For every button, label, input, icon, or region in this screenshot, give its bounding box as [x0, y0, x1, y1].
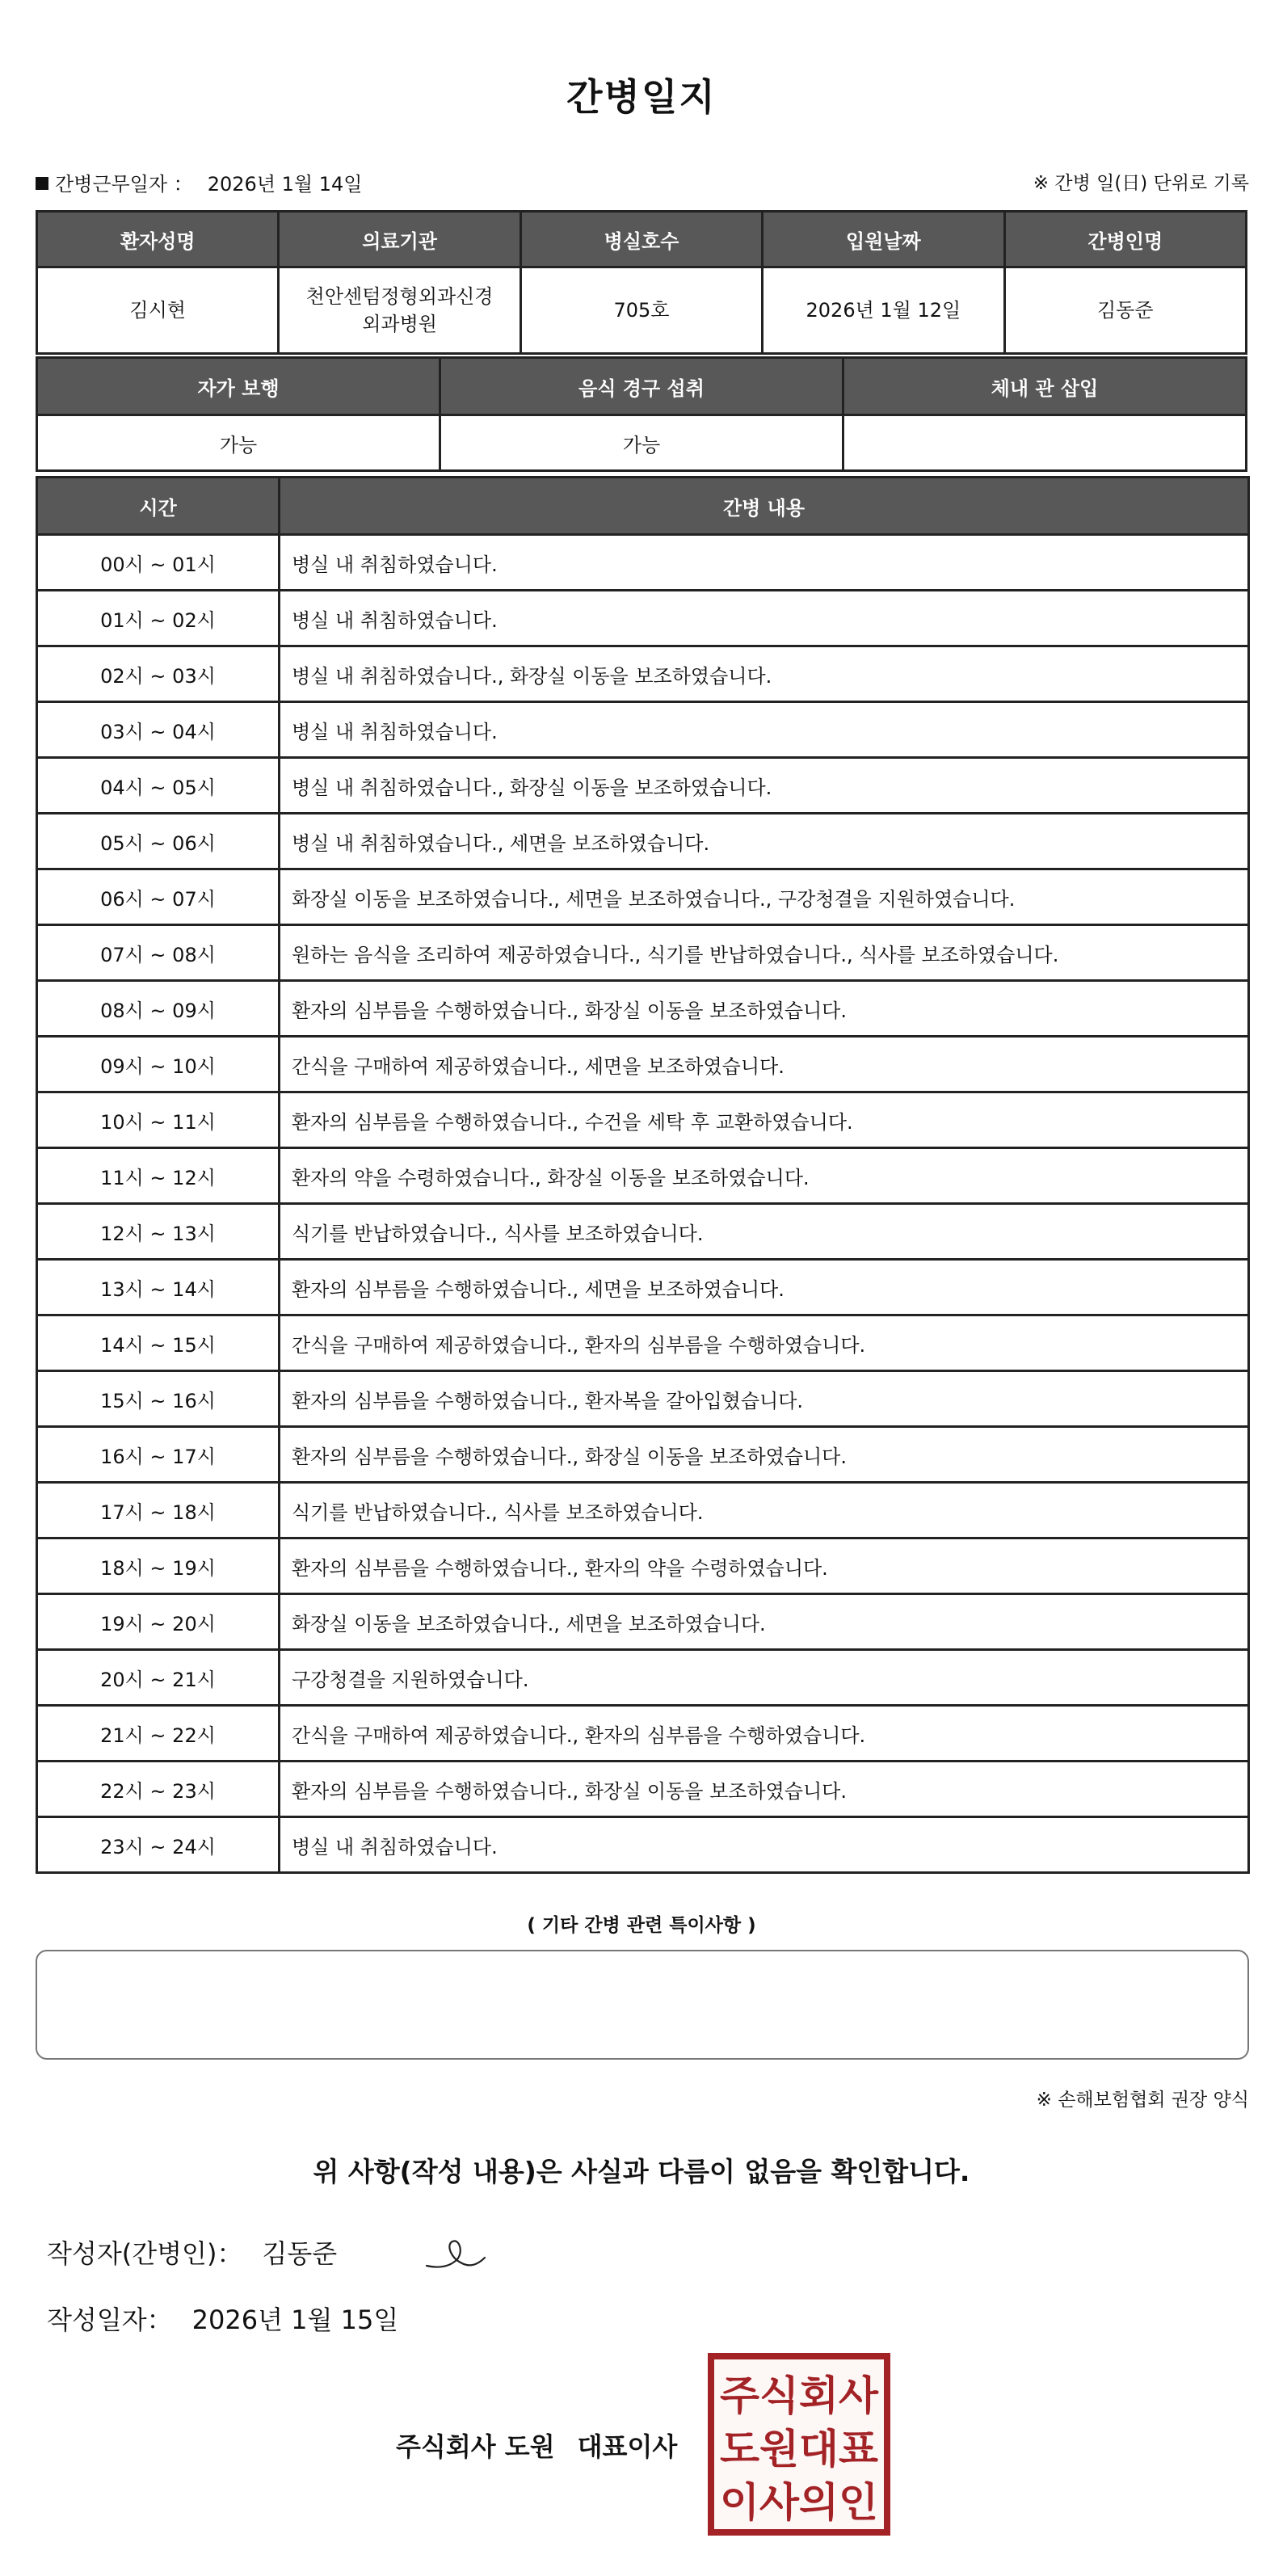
care-log-row — [37, 814, 1249, 869]
care-log-row — [37, 1762, 1249, 1817]
care-log-row — [37, 1594, 1249, 1650]
log-content: 환자의 심부름을 수행하였습니다., 화장실 이동을 보조하였습니다. — [280, 1762, 1249, 1817]
log-content: 간식을 구매하여 제공하였습니다., 환자의 심부름을 수행하였습니다. — [280, 1315, 1249, 1371]
log-time: 05시 ~ 06시 — [37, 814, 280, 869]
patient-status-table — [36, 356, 1247, 472]
care-log-row — [37, 1706, 1249, 1762]
care-log-row — [37, 1427, 1249, 1483]
header-caregiver: 간병인명 — [1004, 212, 1246, 267]
log-time: 13시 ~ 14시 — [37, 1260, 280, 1315]
care-log-row — [37, 758, 1249, 814]
log-time: 20시 ~ 21시 — [37, 1650, 280, 1706]
care-log-row — [37, 1148, 1249, 1204]
log-time: 10시 ~ 11시 — [37, 1092, 280, 1148]
log-content: 간식을 구매하여 제공하였습니다., 환자의 심부름을 수행하였습니다. — [280, 1706, 1249, 1762]
form-source-note: ※ 손해보험협회 권장 양식 — [1036, 2090, 1249, 2111]
header-care-content: 간병 내용 — [280, 478, 1249, 535]
written-date-value: 2026년 1월 15일 — [191, 2305, 399, 2335]
caregiver-name: 김동준 — [1004, 267, 1246, 354]
handwritten-signature — [423, 2230, 488, 2275]
duty-date-label: 간병근무일자 ： — [55, 173, 193, 196]
header-self-walking: 자가 보행 — [37, 358, 440, 415]
log-content: 병실 내 취침하였습니다. — [280, 535, 1249, 591]
log-content: 식기를 반납하였습니다., 식사를 보조하였습니다. — [280, 1483, 1249, 1538]
log-content: 환자의 심부름을 수행하였습니다., 화장실 이동을 보조하였습니다. — [280, 1427, 1249, 1483]
hospital-name: 천안센텀정형외과신경외과병원 — [279, 267, 520, 354]
log-content: 병실 내 취침하였습니다. — [280, 702, 1249, 758]
care-log-row — [37, 1092, 1249, 1148]
written-date-line — [47, 2300, 398, 2337]
care-log-row — [37, 702, 1249, 758]
svg-text:주식회사: 주식회사 — [720, 2372, 879, 2419]
log-content: 병실 내 취침하였습니다., 세면을 보조하였습니다. — [280, 814, 1249, 869]
header-admission-date: 입원날짜 — [763, 212, 1004, 267]
care-log-row — [37, 1260, 1249, 1315]
duty-date-line — [36, 168, 362, 196]
log-content: 화장실 이동을 보조하였습니다., 세면을 보조하였습니다. — [280, 1594, 1249, 1650]
self-walking-value: 가능 — [37, 415, 440, 471]
care-log-row — [37, 646, 1249, 702]
care-log-header-row — [37, 478, 1249, 535]
log-content: 병실 내 취침하였습니다. — [280, 1817, 1249, 1873]
header-oral-intake: 음식 경구 섭취 — [440, 358, 843, 415]
log-content: 병실 내 취침하였습니다., 화장실 이동을 보조하였습니다. — [280, 758, 1249, 814]
company-seal-stamp — [708, 2353, 890, 2536]
care-log-row — [37, 869, 1249, 925]
header-tube-insertion: 체내 관 삽입 — [843, 358, 1247, 415]
log-content: 병실 내 취침하였습니다., 화장실 이동을 보조하였습니다. — [280, 646, 1249, 702]
log-content: 구강청결을 지원하였습니다. — [280, 1650, 1249, 1706]
care-log-row — [37, 1371, 1249, 1427]
patient-info-value-row — [37, 267, 1247, 354]
care-log-row — [37, 1650, 1249, 1706]
care-log-row — [37, 535, 1249, 591]
patient-info-table — [36, 210, 1247, 355]
log-time: 19시 ~ 20시 — [37, 1594, 280, 1650]
log-time: 07시 ~ 08시 — [37, 925, 280, 981]
log-content: 환자의 약을 수령하였습니다., 화장실 이동을 보조하였습니다. — [280, 1148, 1249, 1204]
care-log-body — [37, 535, 1249, 1873]
care-log-row — [37, 1037, 1249, 1092]
square-bullet-icon — [36, 177, 48, 190]
log-time: 22시 ~ 23시 — [37, 1762, 280, 1817]
log-time: 00시 ~ 01시 — [37, 535, 280, 591]
care-log-row — [37, 1817, 1249, 1873]
log-time: 02시 ~ 03시 — [37, 646, 280, 702]
room-number: 705호 — [520, 267, 762, 354]
log-content: 환자의 심부름을 수행하였습니다., 화장실 이동을 보조하였습니다. — [280, 981, 1249, 1037]
log-time: 06시 ~ 07시 — [37, 869, 280, 925]
care-log-row — [37, 1538, 1249, 1594]
notes-label: ( 기타 간병 관련 특이사항 ) — [527, 1915, 756, 1936]
log-content: 원하는 음식을 조리하여 제공하였습니다., 식기를 반납하였습니다., 식사를 보조하였습니다. — [280, 925, 1249, 981]
log-content: 환자의 심부름을 수행하였습니다., 수건을 세탁 후 교환하였습니다. — [280, 1092, 1249, 1148]
log-content: 환자의 심부름을 수행하였습니다., 세면을 보조하였습니다. — [280, 1260, 1249, 1315]
oral-intake-value: 가능 — [440, 415, 843, 471]
care-log-row — [37, 925, 1249, 981]
patient-name: 김시현 — [37, 267, 279, 354]
header-patient-name: 환자성명 — [37, 212, 279, 267]
duty-date-value: 2026년 1월 14일 — [207, 173, 363, 196]
care-log-row — [37, 981, 1249, 1037]
company-rep-title: 대표이사 — [577, 2431, 678, 2462]
header-time: 시간 — [37, 478, 280, 535]
log-time: 14시 ~ 15시 — [37, 1315, 280, 1371]
svg-text:도원대표: 도원대표 — [720, 2426, 879, 2473]
tube-insertion-value — [843, 415, 1247, 471]
log-content: 병실 내 취침하였습니다. — [280, 591, 1249, 646]
company-line — [396, 2427, 677, 2464]
log-time: 16시 ~ 17시 — [37, 1427, 280, 1483]
document-title: 간병일지 — [566, 75, 717, 119]
log-content: 화장실 이동을 보조하였습니다., 세면을 보조하였습니다., 구강청결을 지원하였습니다. — [280, 869, 1249, 925]
care-log-row — [37, 1483, 1249, 1538]
seal-lettering — [714, 2359, 884, 2529]
status-header-row — [37, 358, 1247, 415]
log-time: 23시 ~ 24시 — [37, 1817, 280, 1873]
author-label: 작성자(간병인)： — [47, 2238, 243, 2269]
special-notes-field[interactable] — [36, 1950, 1249, 2060]
care-log-table — [36, 476, 1250, 1874]
log-content: 간식을 구매하여 제공하였습니다., 세면을 보조하였습니다. — [280, 1037, 1249, 1092]
confirmation-statement: 위 사항(작성 내용)은 사실과 다름이 없음을 확인합니다. — [313, 2156, 970, 2187]
company-name: 주식회사 도원 — [396, 2431, 555, 2462]
special-notes-text — [37, 1951, 1247, 1977]
log-content: 환자의 심부름을 수행하였습니다., 환자복을 갈아입혔습니다. — [280, 1371, 1249, 1427]
log-time: 18시 ~ 19시 — [37, 1538, 280, 1594]
status-value-row — [37, 415, 1247, 471]
admission-date: 2026년 1월 12일 — [763, 267, 1004, 354]
log-time: 09시 ~ 10시 — [37, 1037, 280, 1092]
care-log-row — [37, 591, 1249, 646]
log-time: 01시 ~ 02시 — [37, 591, 280, 646]
log-time: 03시 ~ 04시 — [37, 702, 280, 758]
unit-note: ※ 간병 일(日) 단위로 기록 — [1033, 173, 1249, 194]
log-time: 15시 ~ 16시 — [37, 1371, 280, 1427]
author-line — [47, 2233, 337, 2271]
care-log-row — [37, 1204, 1249, 1260]
log-time: 17시 ~ 18시 — [37, 1483, 280, 1538]
log-time: 21시 ~ 22시 — [37, 1706, 280, 1762]
log-time: 04시 ~ 05시 — [37, 758, 280, 814]
written-date-label: 작성일자： — [47, 2305, 173, 2335]
log-content: 식기를 반납하였습니다., 식사를 보조하였습니다. — [280, 1204, 1249, 1260]
log-content: 환자의 심부름을 수행하였습니다., 환자의 약을 수령하였습니다. — [280, 1538, 1249, 1594]
care-log-row — [37, 1315, 1249, 1371]
log-time: 11시 ~ 12시 — [37, 1148, 280, 1204]
log-time: 12시 ~ 13시 — [37, 1204, 280, 1260]
log-time: 08시 ~ 09시 — [37, 981, 280, 1037]
patient-info-header-row — [37, 212, 1247, 267]
svg-text:이사의인: 이사의인 — [720, 2479, 878, 2526]
header-hospital: 의료기관 — [279, 212, 520, 267]
author-name: 김동준 — [262, 2238, 338, 2269]
header-room: 병실호수 — [520, 212, 762, 267]
